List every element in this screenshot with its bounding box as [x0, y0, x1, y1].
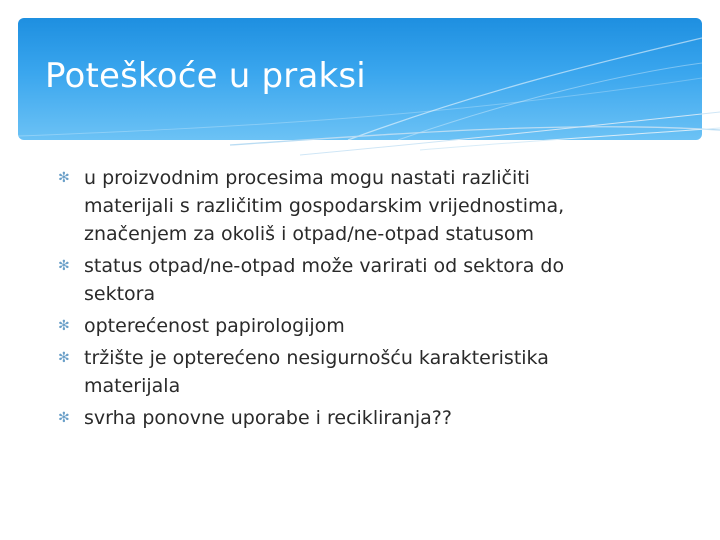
asterisk-icon: ✻ — [58, 350, 70, 366]
bullet-text: svrha ponovne uporabe i recikliranja?? — [84, 407, 452, 429]
bullet-item — [60, 252, 620, 308]
asterisk-icon: ✻ — [58, 410, 70, 426]
bullet-item — [60, 164, 620, 248]
asterisk-icon: ✻ — [58, 170, 70, 186]
bullet-text: tržište je opterećeno nesigurnošću karakteristika materijala — [84, 347, 549, 397]
bullet-text: status otpad/ne-otpad može varirati od sektora do sektora — [84, 255, 565, 305]
bullet-item — [60, 404, 620, 432]
asterisk-icon: ✻ — [58, 258, 70, 274]
bullet-item — [60, 344, 620, 400]
bullet-item — [60, 312, 620, 340]
bullet-list — [60, 164, 620, 436]
bullet-text: u proizvodnim procesima mogu nastati različiti materijali s različitim gospodarskim vrijednostima, značenjem za okoliš i otpad/ne-otpad statusom — [84, 167, 565, 245]
asterisk-icon: ✻ — [58, 318, 70, 334]
bullet-text: opterećenost papirologijom — [84, 315, 345, 337]
slide-title: Poteškoće u praksi — [45, 56, 366, 96]
